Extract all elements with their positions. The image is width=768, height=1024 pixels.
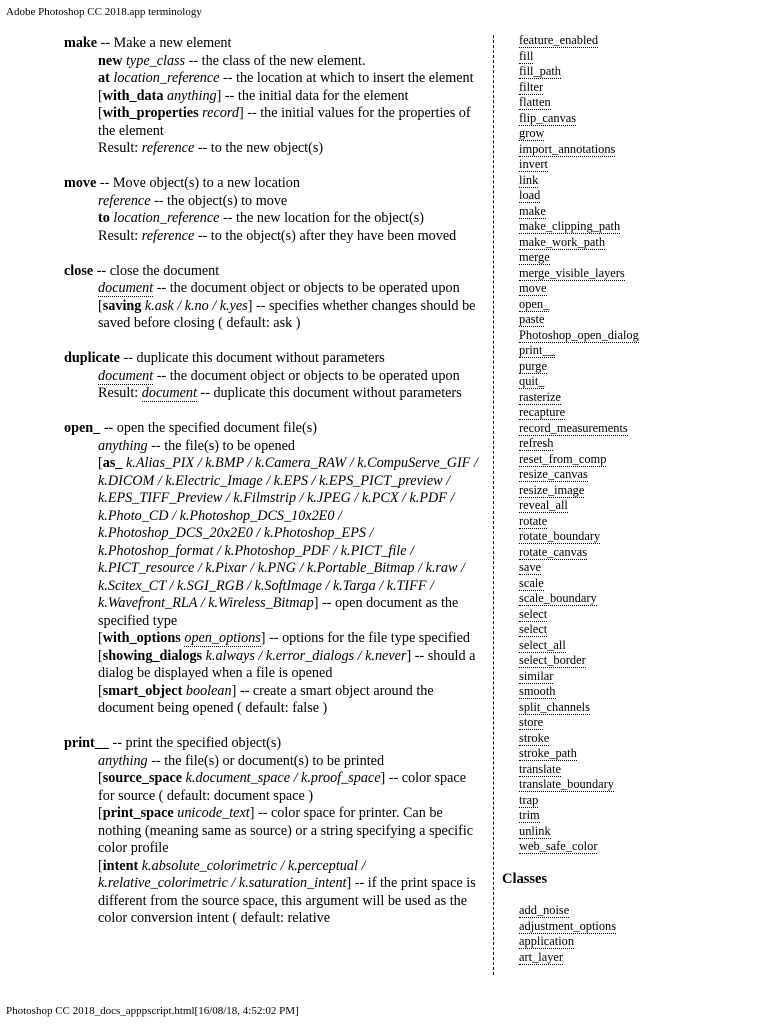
type-link[interactable]: open_options [184,630,261,646]
param-at: at location_reference -- the location at which to insert the element [98,70,474,86]
sidebar-command-link[interactable]: split_channels [519,699,590,714]
command-name: open_ [64,420,101,436]
result-line: Result: reference -- to the new object(s) [98,140,324,156]
sidebar-command [519,700,590,716]
sidebar-command-link[interactable]: stroke_path [519,746,577,760]
sidebar-command [519,715,543,731]
sidebar-command [519,638,566,654]
sidebar-command-link[interactable]: reset_from_comp [519,451,607,466]
command-name: print__ [64,735,109,751]
sidebar-command-link[interactable]: move [519,281,547,295]
sidebar-command [519,560,541,576]
sidebar-command-link[interactable]: stroke [519,730,550,745]
sidebar-command-link[interactable]: paste [519,312,545,326]
param-direct: reference -- the object(s) to move [98,192,288,209]
command-close: close -- close the document document -- the document object or objects to be operated upon [saving k.ask / k.no / k.yes] -- specifies whether changes should be saved before closing ( default: ask ) [64,263,484,333]
sidebar-command-link[interactable]: rotate_boundary [519,529,601,543]
param-with-properties: [with_properties record] -- the initial values for the properties of the element [98,105,471,139]
sidebar-class [519,950,563,966]
sidebar-command [519,529,600,545]
sidebar-command-link[interactable]: translate_boundary [519,777,614,791]
sidebar-command [519,281,547,297]
param-with-options: [with_options open_options] -- options for the file type specified [98,630,470,646]
column-divider [493,35,494,975]
param-with-data: [with_data anything] -- the initial data for the element [98,87,409,104]
sidebar-command-link[interactable]: unlink [519,823,551,838]
sidebar-class-link[interactable]: adjustment_options [519,918,617,933]
sidebar-command-link[interactable]: rotate_canvas [519,544,588,559]
sidebar-command-link[interactable]: record_measurements [519,420,628,435]
sidebar-command [519,390,561,406]
sidebar-command-link[interactable]: select [519,606,548,621]
sidebar-command-link[interactable]: trap [519,792,539,807]
sidebar-command-link[interactable]: merge [519,250,550,264]
sidebar-command-link[interactable]: open_ [519,296,550,311]
sidebar-command [519,95,551,111]
sidebar-command [519,545,587,561]
sidebar-command [519,576,544,592]
sidebar-command [519,436,553,452]
result-line: Result: document -- duplicate this document without parameters [98,385,462,401]
sidebar-command [519,622,547,638]
sidebar-command [519,297,549,313]
sidebar-command-link[interactable]: link [519,172,539,187]
sidebar-command-link[interactable]: rotate [519,513,548,528]
sidebar-command-link[interactable]: select_all [519,637,566,652]
page-header: Adobe Photoshop CC 2018.app terminology [6,6,202,18]
sidebar-command-link[interactable]: print__ [519,343,555,357]
sidebar-command [519,421,628,437]
param-new: new type_class -- the class of the new element. [98,52,366,69]
sidebar-command-link[interactable]: Photoshop_open_dialog [519,327,639,342]
command-move: move -- Move object(s) to a new location reference -- the object(s) to move to location_reference -- the new location for the object(s) Result: reference -- to the object(s) after they have been moved [64,175,484,245]
sidebar-command-link[interactable]: trim [519,808,540,822]
page-footer: Photoshop CC 2018_docs_apppscript.html[16/08/18, 4:52:02 PM] [6,1005,299,1017]
param-direct: anything -- the file(s) to be opened [98,437,295,454]
command-open: open_ -- open the specified document file(s) anything -- the file(s) to be opened [as_ k.Alias_PIX / k.BMP / k.Camera_RAW / k.CompuServe_GIF / k.DICOM / k.Electric_Image / k.EPS / k.EPS_PICT_preview / k.EPS_TIFF_Preview / k.Filmstrip / k.JPEG / k.PCX / k.PDF / k.Photo_CD / k.Photoshop_DCS_10x2E0 / k.Photoshop_DCS_20x2E0 / k.Photoshop_EPS / k.Photoshop_format / k.Photoshop_PDF / k.PICT_file / k.PICT_resource / k.Pixar / k.PNG / k.Portable_Bitmap / k.raw / k.Scitex_CT / k.SGI_RGB / k.SoftImage / k.Targa / k.TIFF / k.Wavefront_RLA / k.Wireless_Bitmap] -- open document as the specified type [with_options open_options] -- options for the file type specified [showing_dialogs k.always / k.error_dialogs / k.never] -- should a dialog be displayed when a file is opened [smart_object boolean] -- create a smart object around the document being opened ( default: false ) [64,420,484,718]
sidebar-command [519,669,553,685]
sidebar-command-link[interactable]: scale_boundary [519,591,597,605]
sidebar-command [519,483,584,499]
sidebar-command-link[interactable]: fill [519,48,534,63]
param-as: [as_ k.Alias_PIX / k.BMP / k.Camera_RAW / k.CompuServe_GIF / k.DICOM / k.Electric_Image / k.EPS / k.EPS_PICT_preview / k.EPS_TIFF_Preview / k.Filmstrip / k.JPEG / k.PCX / k.PDF / k.Photo_CD / k.Photoshop_DCS_10x2E0 / k.Photoshop_DCS_20x2E0 / k.Photoshop_EPS / k.Photoshop_format / k.Photoshop_PDF / k.PICT_file / k.PICT_resource / k.Pixar / k.PNG / k.Portable_Bitmap / k.raw / k.Scitex_CT / k.SGI_RGB / k.SoftImage / k.Targa / k.TIFF / k.Wavefront_RLA / k.Wireless_Bitmap] -- open document as the specified type [98,455,478,629]
sidebar-command-link[interactable]: filter [519,79,544,94]
param-smart-object: [smart_object boolean] -- create a smart object around the document being opened ( default: false ) [98,682,434,716]
sidebar-class-link[interactable]: art_layer [519,949,564,964]
sidebar-command [519,762,561,778]
sidebar-command [519,808,540,824]
sidebar-command-link[interactable]: merge_visible_layers [519,265,625,280]
sidebar-command-link[interactable]: refresh [519,436,554,450]
param-to: to location_reference -- the new location for the object(s) [98,210,424,226]
sidebar-command-link[interactable]: store [519,715,544,729]
param-showing-dialogs: [showing_dialogs k.always / k.error_dialogs / k.never] -- should a dialog be displayed when a file is opened [98,647,476,681]
sidebar-command [519,219,620,235]
sidebar-command-link[interactable]: web_safe_color [519,839,598,853]
sidebar-command-link[interactable]: make_work_path [519,234,606,249]
param-source-space: [source_space k.document_space / k.proof_space] -- color space for source ( default: document space ) [98,770,466,804]
sidebar-command-link[interactable]: make [519,203,546,218]
classes-heading: Classes [502,871,548,887]
sidebar-command [519,142,615,158]
sidebar-command [519,188,540,204]
sidebar-command-link[interactable]: make_clipping_path [519,219,621,233]
sidebar-command-link[interactable]: flip_canvas [519,110,577,125]
sidebar-command [519,64,561,80]
sidebar-command [519,684,556,700]
sidebar-command [519,49,533,65]
command-list [64,35,484,945]
param-saving: [saving k.ask / k.no / k.yes] -- specifies whether changes should be saved before closing ( default: ask ) [98,297,476,331]
sidebar-command [519,467,588,483]
sidebar-class [519,934,574,950]
sidebar-command-link[interactable]: recapture [519,405,566,419]
param-direct: document -- the document object or objects to be operated upon [98,367,460,384]
command-make: make -- Make a new element new type_class -- the class of the new element. at location_reference -- the location at which to insert the element [with_data anything] -- the initial data for the element [with_properties record] -- the initial values for the properties of the element Result: reference -- to the new object(s) [64,35,484,158]
sidebar-command-link[interactable]: quit_ [519,374,545,388]
sidebar-command-link[interactable]: save [519,560,542,574]
sidebar-command-link[interactable]: import_annotations [519,141,616,156]
sidebar-command-link[interactable]: fill_path [519,64,561,78]
sidebar-command [519,250,550,266]
param-direct: document -- the document object or objects to be operated upon [98,280,460,296]
sidebar-command [519,514,547,530]
type-link[interactable]: document [98,367,154,384]
sidebar-command-link[interactable]: smooth [519,684,556,698]
sidebar-command [519,266,625,282]
sidebar-command [519,343,555,359]
sidebar-command [519,204,546,220]
param-print-space: [print_space unicode_text] -- color space for printer. Can be nothing (meaning same as source) or a string specifying a specific color profile [98,805,474,856]
sidebar-command [519,359,547,375]
sidebar-command-link[interactable]: resize_image [519,482,585,497]
command-duplicate: duplicate -- duplicate this document without parameters document -- the document object or objects to be operated upon Result: document -- duplicate this document without parameters [64,350,484,403]
sidebar-command [519,157,548,173]
param-intent: [intent k.absolute_colorimetric / k.perceptual / k.relative_colorimetric / k.saturation_intent] -- if the print space is different from the source space, this argument will be used as the color conversion intent ( default: relative [98,857,476,926]
sidebar-command-link[interactable]: rasterize [519,389,561,404]
param-direct: anything -- the file(s) or document(s) to be printed [98,752,385,769]
sidebar-command [519,374,544,390]
sidebar-command-link[interactable]: load [519,188,541,202]
sidebar-command [519,591,597,607]
sidebar-class-link[interactable]: application [519,934,575,948]
sidebar-command-link[interactable]: invert [519,157,548,171]
sidebar-command-link[interactable]: select_border [519,653,586,667]
sidebar-class [519,903,569,919]
sidebar-command [519,33,598,49]
command-name: close [64,262,94,279]
sidebar-command-link[interactable]: purge [519,358,547,373]
type-link[interactable]: document [141,385,197,401]
sidebar-class [519,919,616,935]
sidebar-command [519,653,586,669]
command-name: move [64,175,97,191]
sidebar-command-link[interactable]: similar [519,668,554,683]
sidebar-command-link[interactable]: grow [519,126,545,140]
sidebar-command-link[interactable]: select [519,622,548,636]
sidebar-command [519,126,544,142]
command-name: duplicate [64,350,120,366]
sidebar-command [519,328,639,344]
sidebar-class-link[interactable]: add_noise [519,903,570,917]
sidebar-command [519,777,614,793]
command-name: make [64,35,98,51]
sidebar-command [519,111,576,127]
type-link[interactable]: document [98,280,154,296]
command-print: print__ -- print the specified object(s) anything -- the file(s) or document(s) to be printed [source_space k.document_space / k.proof_space] -- color space for source ( default: document space ) [print_space unicode_text] -- color space for printer. Can be nothing (meaning same as source) or a string specifying a specific color profile [intent k.absolute_colorimetric / k.perceptual / k.relative_colorimetric / k.saturation_intent] -- if the print space is different from the source space, this argument will be used as the color conversion intent ( default: relative [64,735,484,928]
sidebar-command [519,824,551,840]
sidebar-command [519,839,597,855]
sidebar-command-index [519,33,759,855]
sidebar-command [519,731,549,747]
sidebar-command-link[interactable]: flatten [519,95,551,109]
sidebar-command [519,452,606,468]
result-line: Result: reference -- to the object(s) after they have been moved [98,227,457,244]
sidebar-command [519,405,565,421]
sidebar-command-link[interactable]: reveal_all [519,498,568,512]
sidebar-command [519,498,568,514]
sidebar-command [519,312,544,328]
sidebar-command [519,235,605,251]
sidebar-command-link[interactable]: translate [519,761,561,776]
sidebar-command [519,793,538,809]
sidebar-command [519,607,547,623]
sidebar-command-link[interactable]: feature_enabled [519,33,599,47]
sidebar-command [519,80,543,96]
sidebar-command-link[interactable]: scale [519,575,544,590]
sidebar-command [519,746,577,762]
sidebar-class-index [519,903,759,965]
sidebar-command-link[interactable]: resize_canvas [519,467,588,481]
sidebar-command [519,173,538,189]
